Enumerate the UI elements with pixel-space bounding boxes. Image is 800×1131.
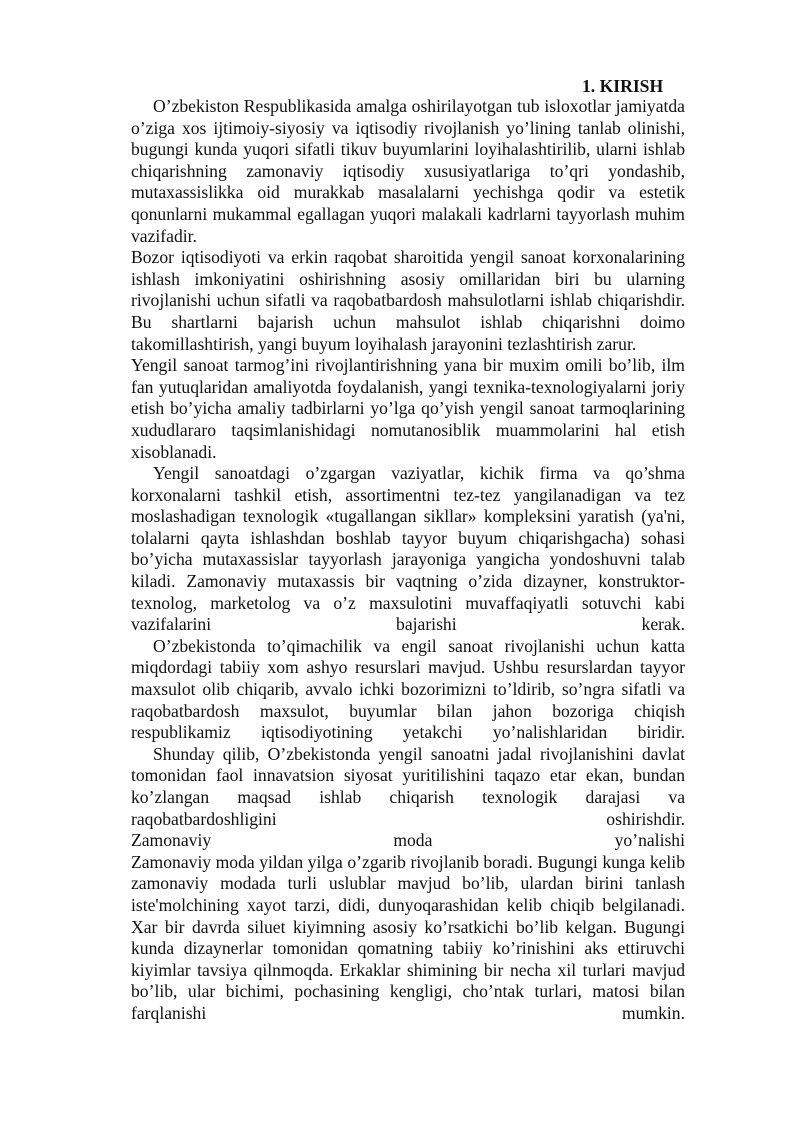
paragraph: O’zbekistonda to’qimachilik va engil sanoat rivojlanishi uchun katta miqdordagi tabiiy xom ashyo resurslari mavjud. Ushbu resurslardan tayyor maxsulot olib chiqarib, avvalo ichki bozorimizni to’ldirib, so’ngra sifatli va raqobatbardosh maxsulot, buyumlar bilan jahon bozoriga chiqish respublikamiz iqtisodiyotining yetakchi yo’nalishlaridan biridir. <box>131 635 685 743</box>
section-heading: 1. KIRISH <box>582 76 664 96</box>
paragraph: Zamonaviy moda yildan yilga o’zgarib rivojlanib boradi. Bugungi kunga kelib zamonaviy modada turli uslublar mavjud bo’lib, ulardan birini tanlash iste'molchining xayot tarzi, didi, dunyoqarashidan kelib chiqib belgilanadi. Xar bir davrda siluet kiyimning asosiy ko’rsatkichi bo’lib kelgan. Bugungi kunda dizaynerlar tomonidan qomatning tabiiy ko’rinishini aks ettiruvchi kiyimlar tavsiya qilnmoqda. Erkaklar shimining bir necha xil turlari mavjud bo’lib, ular bichimi, pochasining kengligi, cho’ntak turlari, matosi bilan farqlanishi mumkin. <box>131 851 685 1023</box>
paragraph: Bozor iqtisodiyoti va erkin raqobat sharoitida yengil sanoat korxonalarining ishlash imkoniyatini oshirishning asosiy omillaridan biri bu ularning rivojlanishi uchun sifatli va raqobatbardosh mahsulotlarni ishlab chiqarishdir. Bu shartlarni bajarish uchun mahsulot ishlab chiqarishni doimo takomillashtirish, yangi buyum loyihalash jarayonini tezlashtirish zarur. <box>131 247 685 354</box>
body-text <box>131 96 685 1025</box>
paragraph: Shunday qilib, O’zbekistonda yengil sanoatni jadal rivojlanishini davlat tomonidan faol innavatsion siyosat yuritilishini taqazo etar ekan, bundan ko’zlangan maqsad ishlab chiqarish texnologik darajasi va raqobatbardoshligini oshirishdir. <box>131 743 685 829</box>
paragraph: Zamonaviy moda yo’nalishi <box>131 830 685 851</box>
paragraph: Yengil sanoat tarmog’ini rivojlantirishning yana bir muxim omili bo’lib, ilm fan yutuqlaridan amaliyotda foydalanish, yangi texnika-texnologiyalarni joriy etish bo’yicha amaliy tadbirlarni yo’lga qo’yish yengil sanoat tarmoqlarining xududlararo taqsimlanishidagi nomutanosiblik muammolarini hal etish xisoblanadi. <box>131 355 685 462</box>
paragraph: O’zbekiston Respublikasida amalga oshirilayotgan tub isloxotlar jamiyatda o’ziga xos ijtimoiy-siyosiy va iqtisodiy rivojlanish yo’lining tanlab olinishi, bugungi kunda yuqori sifatli tikuv buyumlarini loyihalashtirilib, ularni ishlab chiqarishning zamonaviy iqtisodiy xususiyatlariga to’qri yondashib, mutaxassislikka oid murakkab masalalarni yechishga qodir va estetik qonunlarni mukammal egallagan yuqori malakali kadrlarni tayyorlash muhim vazifadir. <box>131 96 685 246</box>
paragraph: Yengil sanoatdagi o’zgargan vaziyatlar, kichik firma va qo’shma korxonalarni tashkil etish, assortimentni tez-tez yangilanadigan va tez moslashadigan texnologik «tugallangan sikllar» kompleksini yaratish (ya'ni, tolalarni qayta ishlashdan boshlab tayyor buyum chiqarishgacha) sohasi bo’yicha mutaxassislar tayyorlash jarayoniga yangicha yondoshuvni talab kiladi. Zamonaviy mutaxassis bir vaqtning o’zida dizayner, konstruktor-texnolog, marketolog va o’z maxsulotini muvaffaqiyatli sotuvchi kabi vazifalarini bajarishi kerak. <box>131 463 685 635</box>
